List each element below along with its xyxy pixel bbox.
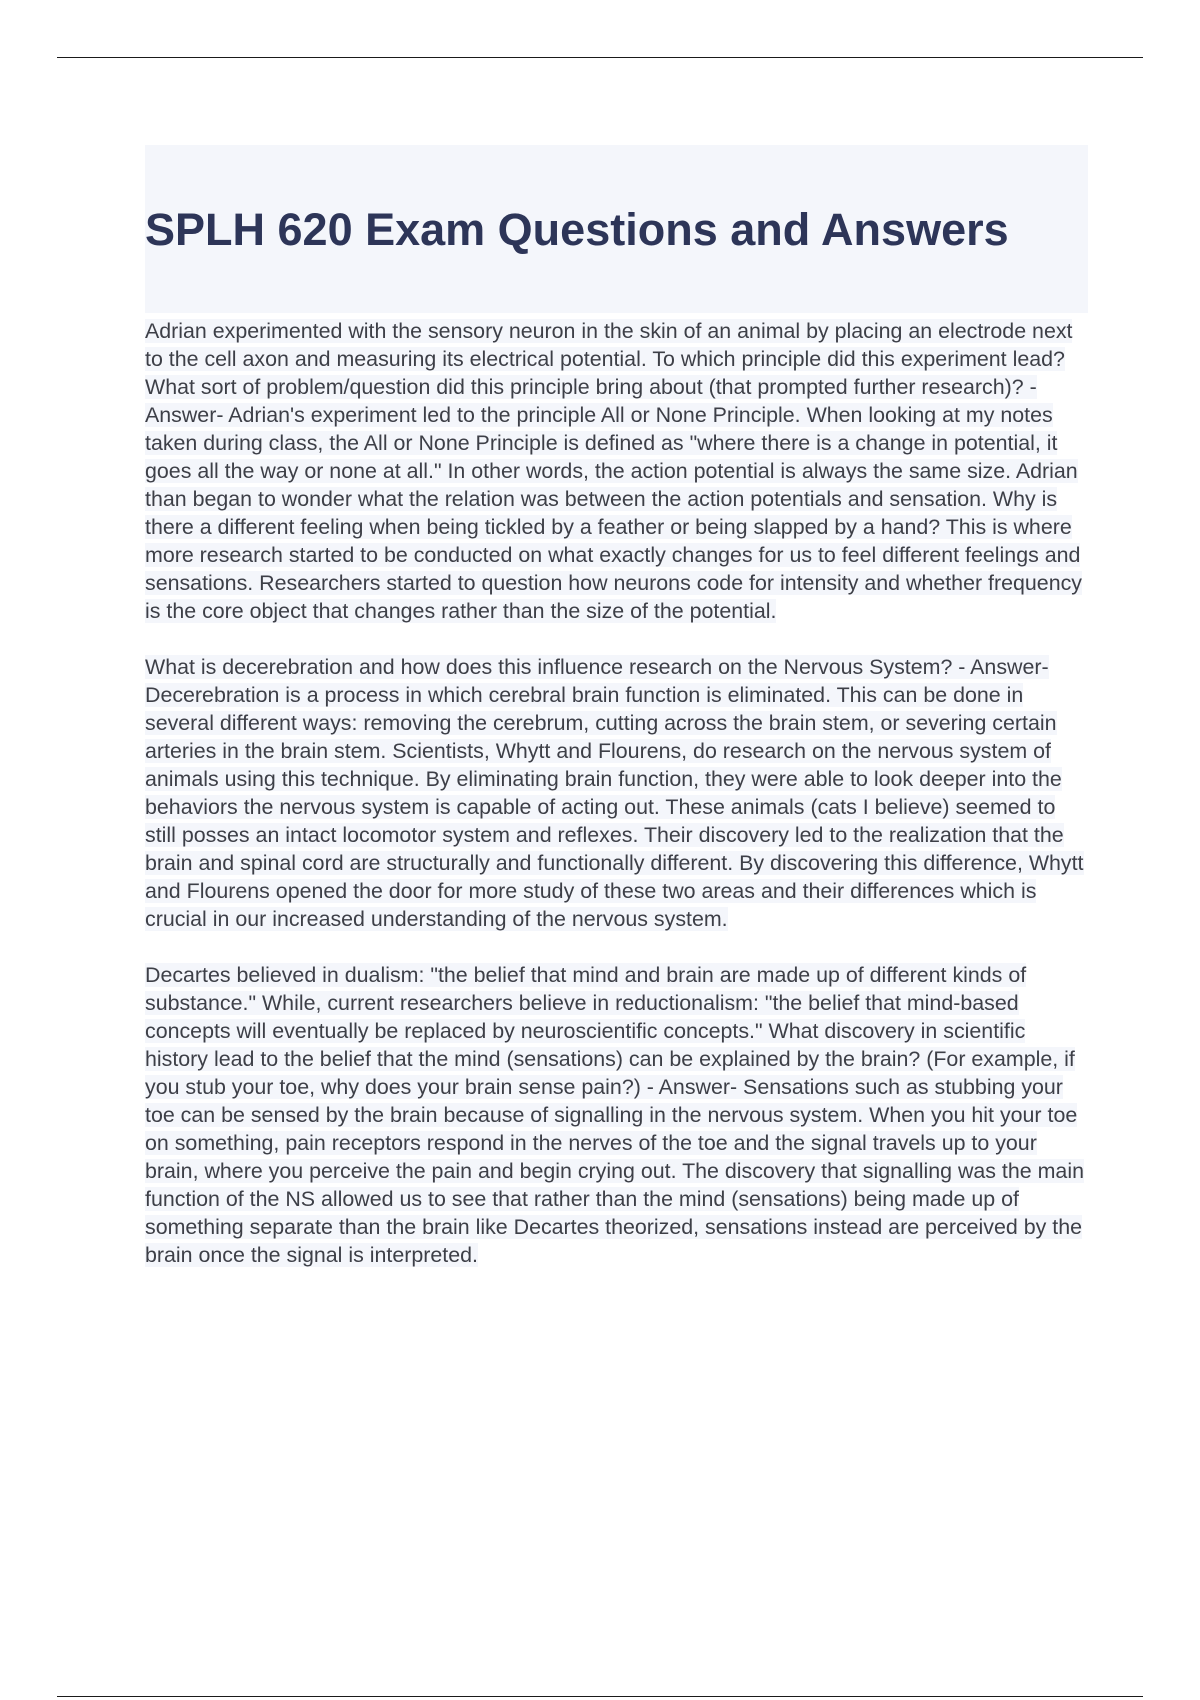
qa-entry-1-text: Adrian experimented with the sensory neuron in the skin of an animal by placing an electrode next to the cell axon and measuring its electrical potential. To which principle did this experiment lead? What sort of problem/question did this principle bring about (that prompted further research)? - Answer- Adrian's experiment led to the principle All or None Principle. When looking at my notes taken during class, the All or None Principle is defined as "where there is a change in potential, it goes all the way or none at all." In other words, the action potential is always the same size. Adrian than began to wonder what the relation was between the action potentials and sensation. Why is there a different feeling when being tickled by a feather or being slapped by a hand? This is where more research started to be conducted on what exactly changes for us to feel different feelings and sensations. Researchers started to question how neurons code for intensity and whether frequency is the core object that changes rather than the size of the potential. bbox=[145, 319, 1082, 623]
document-body bbox=[145, 145, 1088, 1269]
bottom-rule bbox=[57, 1696, 1143, 1697]
qa-entry-3 bbox=[145, 961, 1088, 1269]
qa-entry-1 bbox=[145, 317, 1088, 625]
qa-entry-2 bbox=[145, 653, 1088, 933]
qa-entry-2-text: What is decerebration and how does this influence research on the Nervous System? - Answer- Decerebration is a process in which cerebral brain function is eliminated. This can be done in several different ways: removing the cerebrum, cutting across the brain stem, or severing certain arteries in the brain stem. Scientists, Whytt and Flourens, do research on the nervous system of animals using this technique. By eliminating brain function, they were able to look deeper into the behaviors the nervous system is capable of acting out. These animals (cats I believe) seemed to still posses an intact locomotor system and reflexes. Their discovery led to the realization that the brain and spinal cord are structurally and functionally different. By discovering this difference, Whytt and Flourens opened the door for more study of these two areas and their differences which is crucial in our increased understanding of the nervous system. bbox=[145, 655, 1084, 931]
qa-entry-3-text: Decartes believed in dualism: "the belief that mind and brain are made up of different kinds of substance." While, current researchers believe in reductionalism: "the belief that mind-based concepts will eventually be replaced by neuroscientific concepts." What discovery in scientific history lead to the belief that the mind (sensations) can be explained by the brain? (For example, if you stub your toe, why does your brain sense pain?) - Answer- Sensations such as stubbing your toe can be sensed by the brain because of signalling in the nervous system. When you hit your toe on something, pain receptors respond in the nerves of the toe and the signal travels up to your brain, where you perceive the pain and begin crying out. The discovery that signalling was the main function of the NS allowed us to see that rather than the mind (sensations) being made up of something separate than the brain like Decartes theorized, sensations instead are perceived by the brain once the signal is interpreted. bbox=[145, 963, 1084, 1267]
title-band bbox=[145, 145, 1088, 313]
document-title: SPLH 620 Exam Questions and Answers bbox=[145, 203, 1009, 255]
top-rule bbox=[57, 57, 1143, 58]
